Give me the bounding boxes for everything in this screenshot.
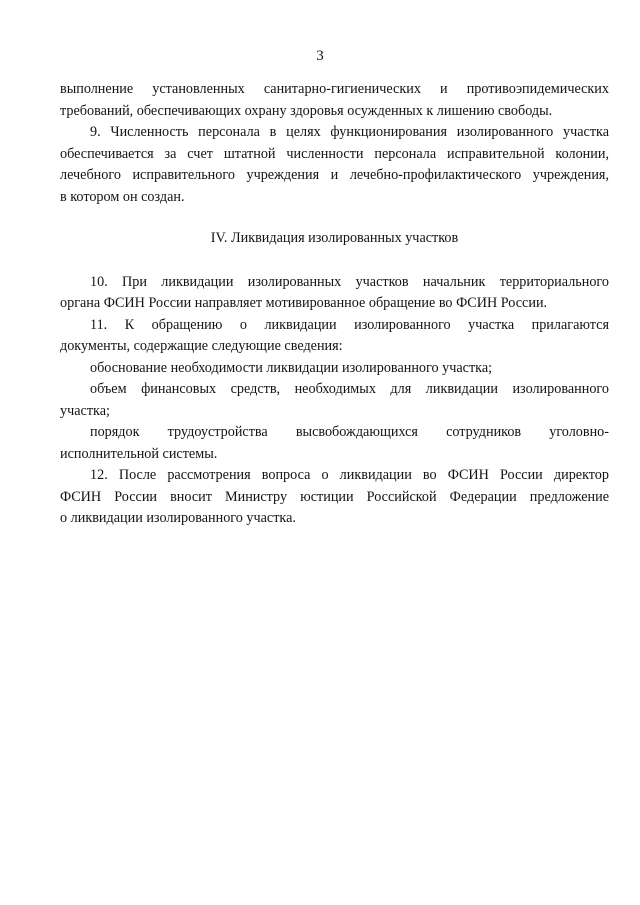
text-line: ФСИН России вносит Министру юстиции Российской Федерации предложение <box>60 488 609 505</box>
document-body <box>60 79 609 530</box>
list-item <box>60 358 609 380</box>
text-line: участка; <box>60 402 110 419</box>
paragraph-12 <box>60 465 609 530</box>
section-title: IV. Ликвидация изолированных участков <box>210 230 459 246</box>
text-line: 9. Численность персонала в целях функционирования изолированного участка <box>90 124 609 140</box>
paragraph-10 <box>60 272 609 315</box>
text-line: порядок трудоустройства высвобождающихся сотрудников уголовно- <box>90 424 609 440</box>
list-item <box>60 379 609 422</box>
page-number: 3 <box>316 48 324 64</box>
text-line: 11. К обращению о ликвидации изолированного участка прилагаются <box>90 316 609 333</box>
text-line: выполнение установленных санитарно-гигиенических и противоэпидемических <box>60 81 609 97</box>
text-line: лечебного исправительного учреждения и лечебно-профилактического учреждения, <box>60 167 609 183</box>
paragraph-continuation <box>60 79 609 122</box>
text-line: требований, обеспечивающих охрану здоровья осужденных к лишению свободы. <box>60 102 553 119</box>
text-line: обоснование необходимости ликвидации изолированного участка; <box>90 359 493 376</box>
paragraph-9 <box>60 122 609 208</box>
text-line: исполнительной системы. <box>60 445 218 462</box>
text-line: 12. После рассмотрения вопроса о ликвидации во ФСИН России директор <box>90 467 609 483</box>
text-line: объем финансовых средств, необходимых для ликвидации изолированного <box>90 381 609 397</box>
text-line: о ликвидации изолированного участка. <box>60 510 296 526</box>
text-line: органа ФСИН России направляет мотивированное обращение во ФСИН России. <box>60 295 548 311</box>
list-item <box>60 422 609 465</box>
text-line: документы, содержащие следующие сведения: <box>60 338 343 354</box>
text-line: 10. При ликвидации изолированных участков начальник территориального <box>90 273 609 290</box>
text-line: обеспечивается за счет штатной численности персонала исправительной колонии, <box>60 145 609 162</box>
paragraph-11 <box>60 315 609 358</box>
text-line: в котором он создан. <box>60 188 185 205</box>
